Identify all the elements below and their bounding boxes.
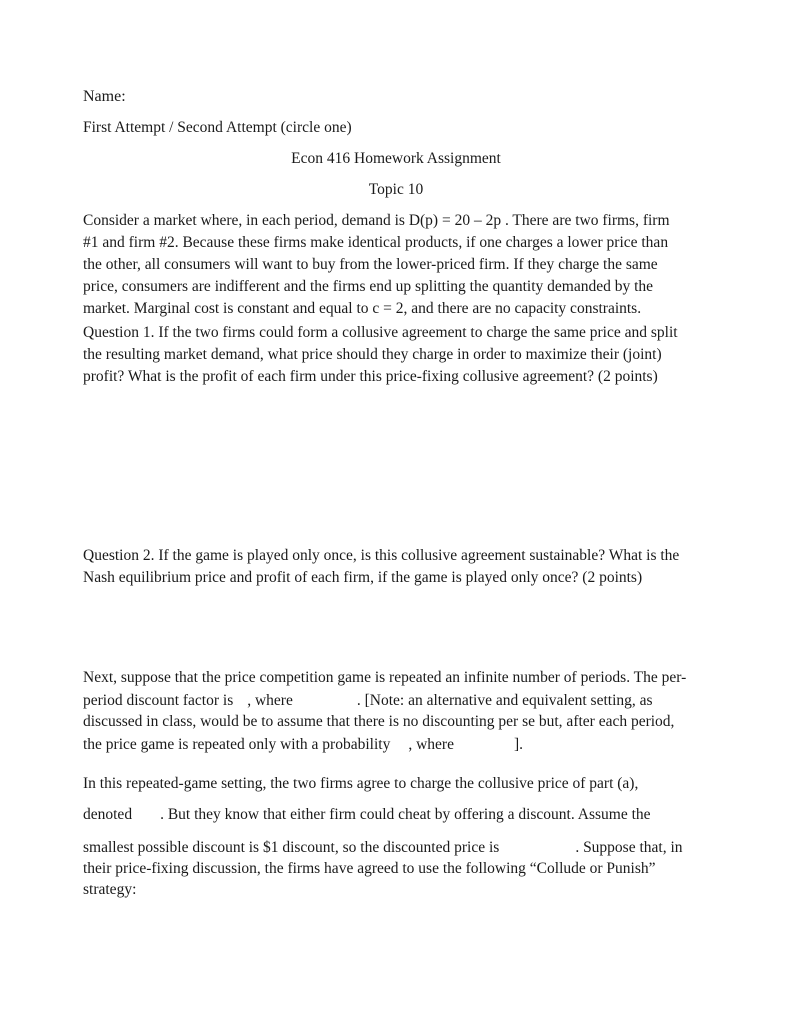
- setting-line-2-part-b: . But they know that either firm could cheat by offering a discount. Assume the: [160, 806, 651, 823]
- name-label: Name:: [83, 88, 126, 105]
- setting-line-3-part-a: smallest possible discount is $1 discount, so the discounted price is: [83, 839, 500, 856]
- repeated-line-4-part-c: ].: [513, 736, 523, 753]
- question-1: [83, 322, 723, 388]
- setting-line-3-part-b: . Suppose that, in: [575, 839, 683, 856]
- repeated-line-1: Next, suppose that the price competition game is repeated an infinite number of periods. The per-: [83, 669, 687, 686]
- repeated-line-2: [83, 690, 653, 712]
- course-title: Econ 416 Homework Assignment: [291, 150, 501, 167]
- intro-line: #1 and firm #2. Because these firms make identical products, if one charges a lower price than: [83, 234, 669, 251]
- repeated-line-4-part-a: the price game is repeated only with a probability: [83, 736, 391, 753]
- setting-line-2: [83, 804, 651, 826]
- intro-line: the other, all consumers will want to buy from the lower-priced firm. If they charge the same: [83, 256, 658, 273]
- question-2-line: Nash equilibrium price and profit of each firm, if the game is played only once? (2 points): [83, 569, 643, 586]
- intro-line: Consider a market where, in each period, demand is D(p) = 20 – 2p . There are two firms, firm: [83, 212, 670, 229]
- intro-paragraph: [83, 210, 723, 320]
- question-1-line: the resulting market demand, what price should they charge in order to maximize their (joint): [83, 346, 662, 363]
- topic-heading: Topic 10: [368, 181, 424, 198]
- question-1-line: Question 1. If the two firms could form a collusive agreement to charge the same price and split: [83, 324, 678, 341]
- setting-line-3: [83, 837, 683, 859]
- question-2: [83, 545, 723, 589]
- question-1-line: profit? What is the profit of each firm under this price-fixing collusive agreement? (2 points): [83, 368, 658, 385]
- question-2-line: Question 2. If the game is played only once, is this collusive agreement sustainable? What is the: [83, 547, 680, 564]
- repeated-line-2-part-c: . [Note: an alternative and equivalent setting, as: [356, 692, 653, 709]
- repeated-line-2-part-b: , where: [247, 692, 293, 709]
- intro-line: price, consumers are indifferent and the firms end up splitting the quantity demanded by the: [83, 278, 654, 295]
- repeated-line-2-part-a: period discount factor is: [83, 692, 234, 709]
- repeated-line-3: discussed in class, would be to assume that there is no discounting per se but, after each period,: [83, 713, 675, 730]
- setting-line-5: strategy:: [83, 881, 137, 898]
- setting-line-2-part-a: denoted: [83, 806, 133, 823]
- setting-line-1: In this repeated-game setting, the two firms agree to charge the collusive price of part (a),: [83, 775, 639, 792]
- repeated-line-4-part-b: , where: [408, 736, 454, 753]
- attempt-line: First Attempt / Second Attempt (circle one): [83, 119, 352, 136]
- setting-line-4: their price-fixing discussion, the firms have agreed to use the following “Collude or Punish”: [83, 860, 656, 877]
- intro-line: market. Marginal cost is constant and equal to c = 2, and there are no capacity constraints.: [83, 300, 642, 317]
- repeated-line-4: [83, 734, 523, 756]
